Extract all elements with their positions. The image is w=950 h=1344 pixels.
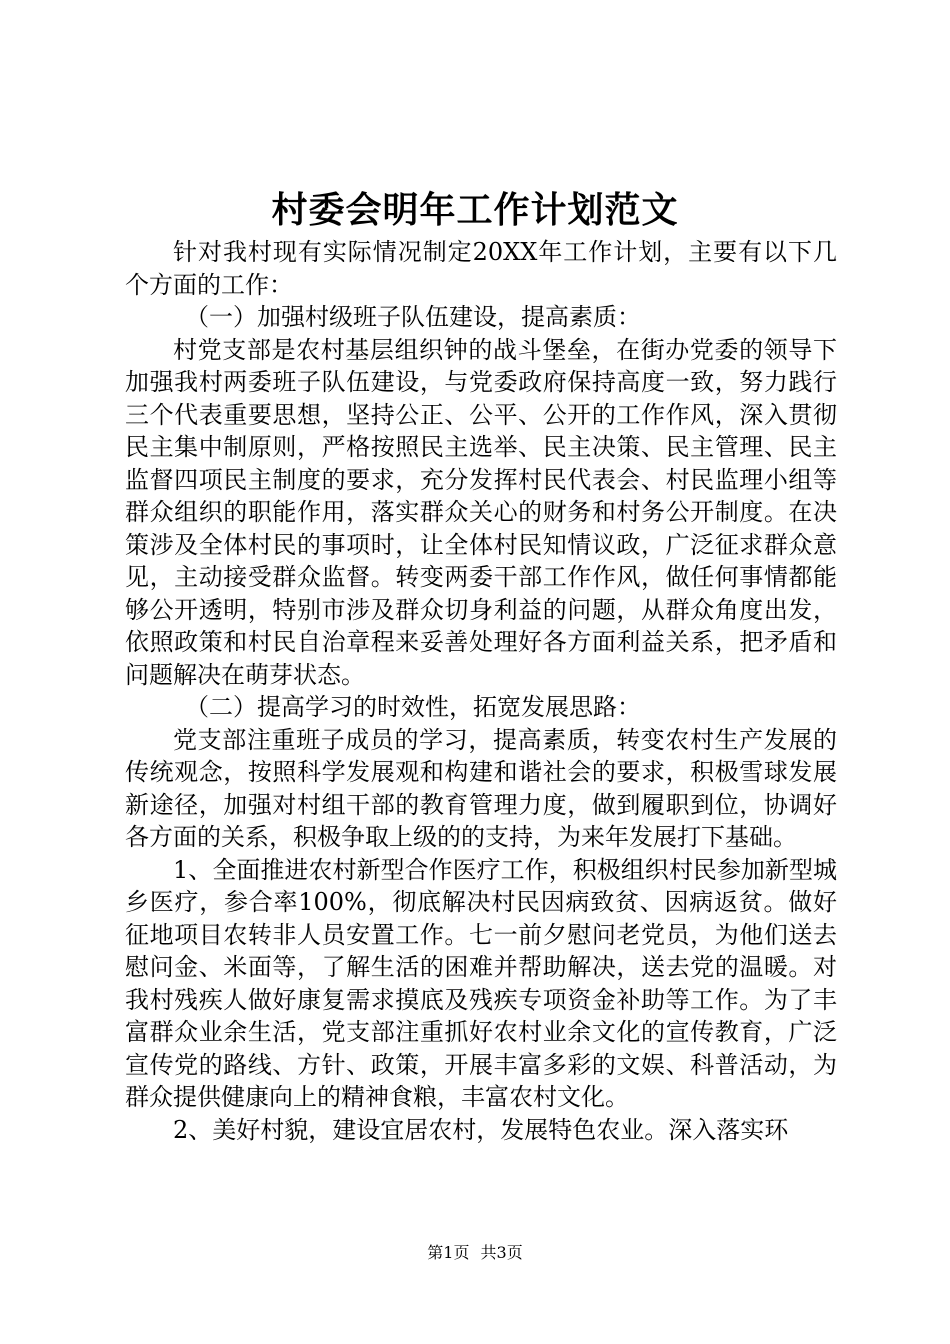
section-heading-1: （一）加强村级班子队伍建设，提高素质： [185,303,641,331]
document-title: 村委会明年工作计划范文 [271,189,679,231]
body-paragraph: 2、美好村貌，建设宜居农村，发展特色农业。深入落实环 [173,1115,789,1144]
page-number-footer: 第1页 共3页 [427,1243,523,1262]
document-body [125,236,837,1146]
body-paragraph: 村党支部是农村基层组织钟的战斗堡垒，在街办党委的领导下加强我村两委班子队伍建设，与党委政府保持高度一致，努力践行三个代表重要思想，坚持公正、公平、公开的工作作风，深入贯彻民主集中制原则，严格按照民主选举、民主决策、民主管理、民主监督四项民主制度的要求，充分发挥村民代表会、村民监理小组等群众组织的职能作用，落实群众关心的财务和村务公开制度。在决策涉及全体村民的事项时，让全体村民知情议政，广泛征求群众意见，主动接受群众监督。转变两委干部工作作风，做任何事情都能够公开透明，特别市涉及群众切身利益的问题，从群众角度出发，依照政策和村民自治章程来妥善处理好各方面利益关系，把矛盾和问题解决在萌芽状态。 [125,335,837,689]
intro-paragraph: 针对我村现有实际情况制定20XX年工作计划，主要有以下几个方面的工作： [125,238,837,299]
body-paragraph: 1、全面推进农村新型合作医疗工作，积极组织村民参加新型城乡医疗，参合率100%，彻底解决村民因病致贫、因病返贫。做好征地项目农转非人员安置工作。七一前夕慰问老党员，为他们送去慰问金、米面等，了解生活的困难并帮助解决，送去党的温暖。对我村残疾人做好康复需求摸底及残疾专项资金补助等工作。为了丰富群众业余生活，党支部注重抓好农村业余文化的宣传教育，广泛宣传党的路线、方针、政策，开展丰富多彩的文娱、科普活动，为群众提供健康向上的精神食粮，丰富农村文化。 [125,855,837,1111]
body-paragraph: 党支部注重班子成员的学习，提高素质，转变农村生产发展的传统观念，按照科学发展观和构建和谐社会的要求，积极雪球发展新途径，加强对村组干部的教育管理力度，做到履职到位，协调好各方面的关系，积极争取上级的的支持，为来年发展打下基础。 [125,725,837,851]
section-heading-2: （二）提高学习的时效性，拓宽发展思路： [185,693,641,721]
